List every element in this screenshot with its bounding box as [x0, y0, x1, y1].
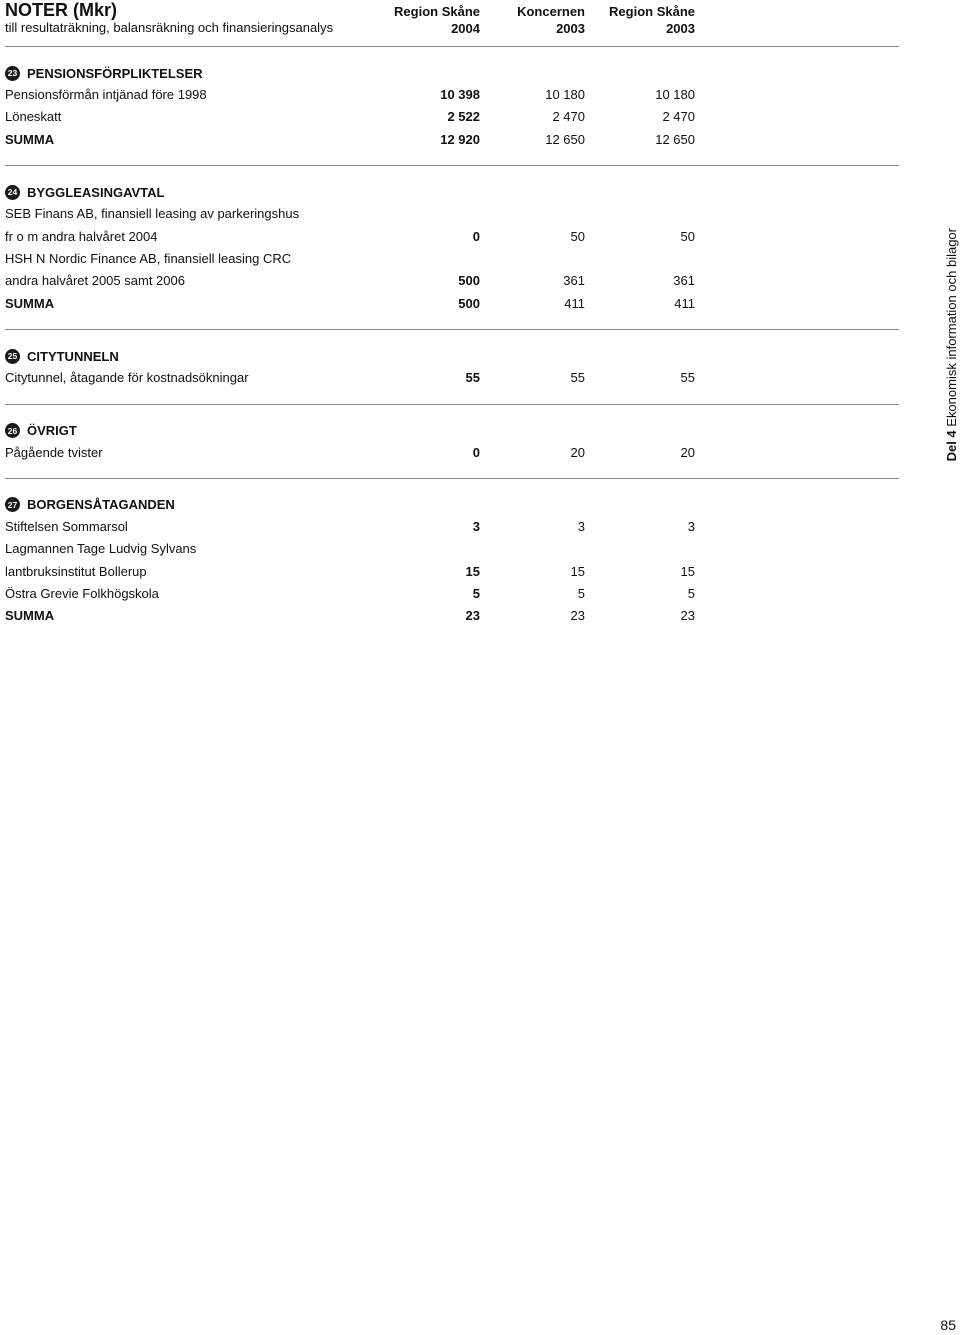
value-cell-col1: 361 — [563, 273, 585, 289]
row-label: Löneskatt — [5, 109, 62, 125]
note-section-26 — [5, 405, 905, 478]
note-number-badge: 23 — [5, 66, 20, 81]
column-header-region-skane-2004: Region Skåne 2004 — [394, 4, 480, 36]
value-cell-col0: 0 — [472, 228, 480, 244]
summa-row — [5, 605, 905, 627]
note-section-27 — [5, 479, 905, 642]
row-label: Östra Grevie Folkhögskola — [5, 586, 159, 602]
row-label: Pensionsförmån intjänad före 1998 — [5, 87, 207, 102]
notes-sections — [5, 47, 905, 642]
table-row — [5, 442, 905, 464]
section-heading — [5, 62, 905, 84]
section-title: BORGENSÅTAGANDEN — [27, 497, 175, 513]
summa-row — [5, 129, 905, 151]
table-row — [5, 106, 905, 128]
value-cell-col0: 10 398 — [440, 87, 480, 102]
table-row — [5, 561, 905, 583]
value-cell-col2: 361 — [673, 273, 695, 289]
page-number: 85 — [940, 1317, 956, 1333]
value-cell-col2: 23 — [680, 608, 695, 624]
table-row — [5, 367, 905, 389]
table-row — [5, 226, 905, 248]
page-title: NOTER (Mkr) — [5, 0, 117, 20]
value-cell-col2: 20 — [680, 444, 695, 460]
row-label: lantbruksinstitut Bollerup — [5, 563, 147, 579]
value-cell-col2: 411 — [674, 295, 695, 311]
column-header-region-skane-2003: Region Skåne 2003 — [609, 4, 695, 36]
row-label: SEB Finans AB, finansiell leasing av parkeringshus — [5, 206, 300, 222]
value-cell-col1: 23 — [570, 608, 585, 624]
row-label: SUMMA — [5, 295, 55, 311]
section-title: BYGGLEASINGAVTAL — [27, 184, 165, 200]
table-header — [5, 0, 905, 46]
note-number-badge: 27 — [5, 497, 20, 512]
table-row — [5, 538, 905, 560]
section-title: PENSIONSFÖRPLIKTELSER — [27, 65, 203, 81]
row-label: SUMMA — [5, 131, 55, 147]
value-cell-col2: 10 180 — [655, 87, 695, 102]
table-row — [5, 248, 905, 270]
note-section-23 — [5, 47, 905, 165]
value-cell-col0: 5 — [472, 586, 480, 602]
row-label: Pågående tvister — [5, 444, 103, 460]
note-number-badge: 26 — [5, 423, 20, 438]
notes-page — [5, 0, 905, 642]
value-cell-col2: 15 — [680, 563, 695, 579]
value-cell-col1: 5 — [577, 586, 585, 602]
value-cell-col1: 10 180 — [545, 87, 585, 102]
value-cell-col0: 0 — [472, 444, 480, 460]
value-cell-col2: 3 — [687, 518, 695, 534]
side-section-label — [944, 228, 959, 461]
value-cell-col0: 500 — [458, 295, 480, 311]
value-cell-col1: 20 — [570, 444, 585, 460]
table-row — [5, 583, 905, 605]
value-cell-col1: 55 — [570, 370, 585, 386]
row-label: SUMMA — [5, 608, 55, 624]
row-label: Citytunnel, åtagande för kostnadsökningar — [5, 370, 249, 386]
row-label: Lagmannen Tage Ludvig Sylvans — [5, 541, 197, 557]
note-section-24 — [5, 166, 905, 329]
value-cell-col1: 411 — [564, 295, 585, 311]
value-cell-col2: 5 — [687, 586, 695, 602]
value-cell-col1: 50 — [570, 228, 585, 244]
note-number-badge: 25 — [5, 349, 20, 364]
value-cell-col2: 2 470 — [662, 109, 695, 125]
value-cell-col0: 500 — [458, 273, 480, 289]
summa-row — [5, 293, 905, 315]
row-label: andra halvåret 2005 samt 2006 — [5, 273, 185, 289]
value-cell-col0: 23 — [465, 608, 480, 624]
table-row — [5, 516, 905, 538]
section-heading — [5, 494, 905, 516]
row-label: fr o m andra halvåret 2004 — [5, 228, 158, 244]
table-row — [5, 270, 905, 292]
side-section-text: Ekonomisk information och bilagor — [944, 228, 959, 431]
value-cell-col0: 2 522 — [447, 109, 480, 125]
row-label: Stiftelsen Sommarsol — [5, 518, 128, 534]
value-cell-col0: 55 — [465, 370, 480, 386]
value-cell-col0: 12 920 — [440, 131, 480, 147]
note-number-badge: 24 — [5, 185, 20, 200]
value-cell-col1: 12 650 — [545, 131, 585, 147]
table-row — [5, 84, 905, 106]
section-title: CITYTUNNELN — [27, 348, 119, 364]
value-cell-col2: 12 650 — [655, 131, 695, 147]
section-heading — [5, 345, 905, 367]
section-title: ÖVRIGT — [27, 423, 77, 439]
value-cell-col2: 55 — [680, 370, 695, 386]
column-header-koncernen-2003: Koncernen 2003 — [517, 4, 585, 36]
value-cell-col0: 15 — [465, 563, 480, 579]
value-cell-col0: 3 — [472, 518, 480, 534]
value-cell-col1: 3 — [577, 518, 585, 534]
page-subtitle: till resultaträkning, balansräkning och finansieringsanalys — [5, 20, 334, 35]
value-cell-col1: 15 — [570, 563, 585, 579]
side-section-bold: Del 4 — [944, 430, 959, 462]
note-section-25 — [5, 330, 905, 403]
row-label: HSH N Nordic Finance AB, finansiell leasing CRC — [5, 250, 292, 266]
section-heading — [5, 420, 905, 442]
value-cell-col2: 50 — [680, 228, 695, 244]
value-cell-col1: 2 470 — [552, 109, 585, 125]
table-row — [5, 203, 905, 225]
section-heading — [5, 181, 905, 203]
